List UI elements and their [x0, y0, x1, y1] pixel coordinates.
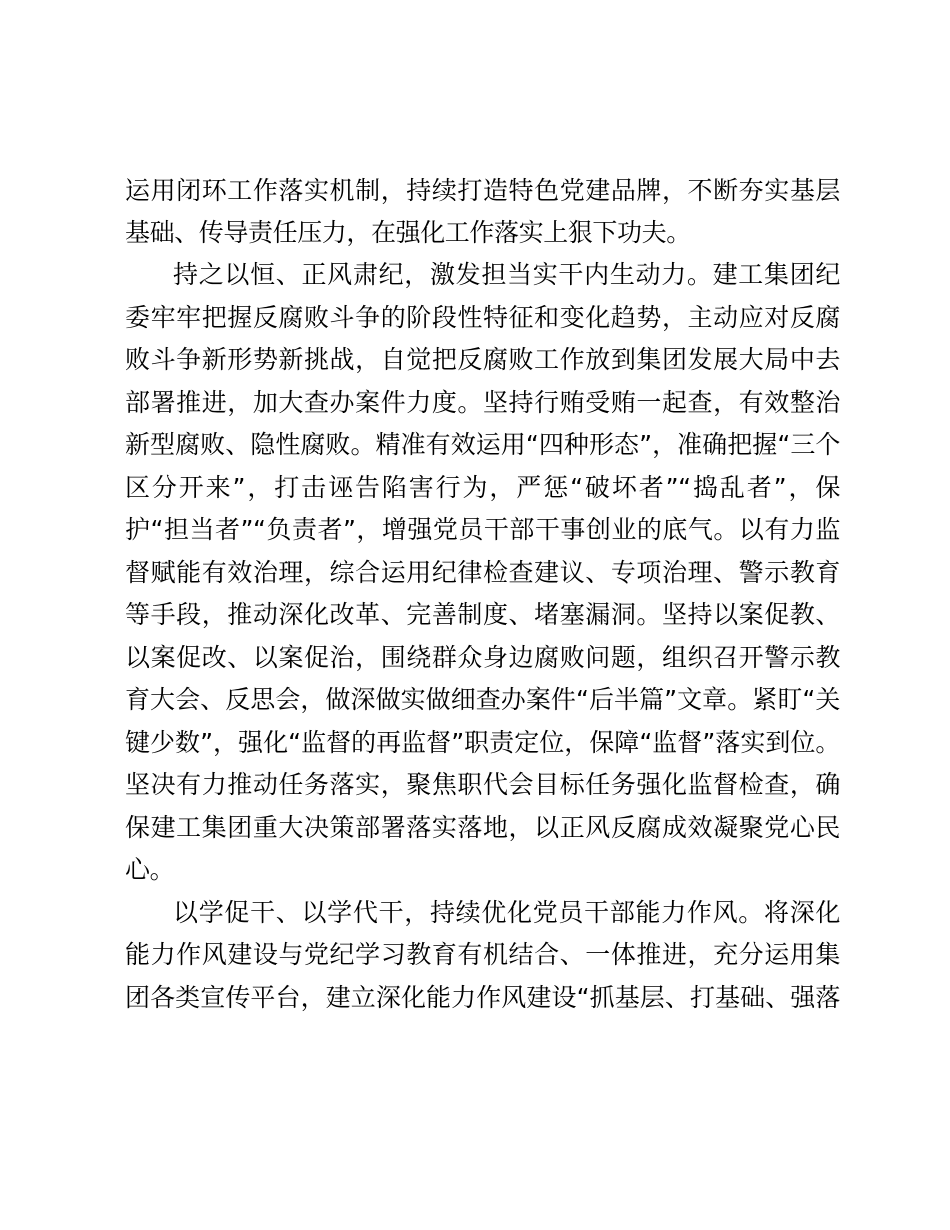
body-text-line: 基础、传导责任压力，在强化工作落实上狠下功夫。	[125, 218, 691, 247]
body-text-line: 心。	[125, 855, 175, 884]
paragraph-first-line: 以学促干、以学代干，持续优化党员干部能力作风。将深化	[173, 898, 840, 927]
body-text-line: 能力作风建设与党纪学习教育有机结合、一体推进，充分运用集	[125, 940, 840, 969]
body-text-line: 新型腐败、隐性腐败。精准有效运用“四种形态”，准确把握“三个	[125, 430, 840, 459]
body-text-line: 团各类宣传平台，建立深化能力作风建设“抓基层、打基础、强落	[125, 983, 840, 1012]
body-text-line: 区分开来”，打击诬告陷害行为，严惩“破坏者”“捣乱者”，保	[125, 473, 840, 502]
body-text-line: 督赋能有效治理，综合运用纪律检查建议、专项治理、警示教育	[125, 558, 840, 587]
body-text-line: 等手段，推动深化改革、完善制度、堵塞漏洞。坚持以案促教、	[125, 600, 840, 629]
body-text-line: 护“担当者”“负责者”，增强党员干部干事创业的底气。以有力监	[125, 515, 840, 544]
body-text-line: 键少数”，强化“监督的再监督”职责定位，保障“监督”落实到位。	[125, 728, 840, 757]
body-text-line: 育大会、反思会，做深做实做细查办案件“后半篇”文章。紧盯“关	[125, 685, 840, 714]
body-text-line: 运用闭环工作落实机制，持续打造特色党建品牌，不断夯实基层	[125, 176, 840, 205]
paragraph-first-line: 持之以恒、正风肃纪，激发担当实干内生动力。建工集团纪	[173, 260, 840, 289]
body-text-line: 坚决有力推动任务落实，聚焦职代会目标任务强化监督检查，确	[125, 770, 840, 799]
body-text-line: 委牢牢把握反腐败斗争的阶段性特征和变化趋势，主动应对反腐	[125, 303, 840, 332]
body-text-line: 保建工集团重大决策部署落实落地，以正风反腐成效凝聚党心民	[125, 813, 840, 842]
body-text-line: 部署推进，加大查办案件力度。坚持行贿受贿一起查，有效整治	[125, 388, 840, 417]
body-text-line: 败斗争新形势新挑战，自觉把反腐败工作放到集团发展大局中去	[125, 345, 840, 374]
body-text-line: 以案促改、以案促治，围绕群众身边腐败问题，组织召开警示教	[125, 643, 840, 672]
